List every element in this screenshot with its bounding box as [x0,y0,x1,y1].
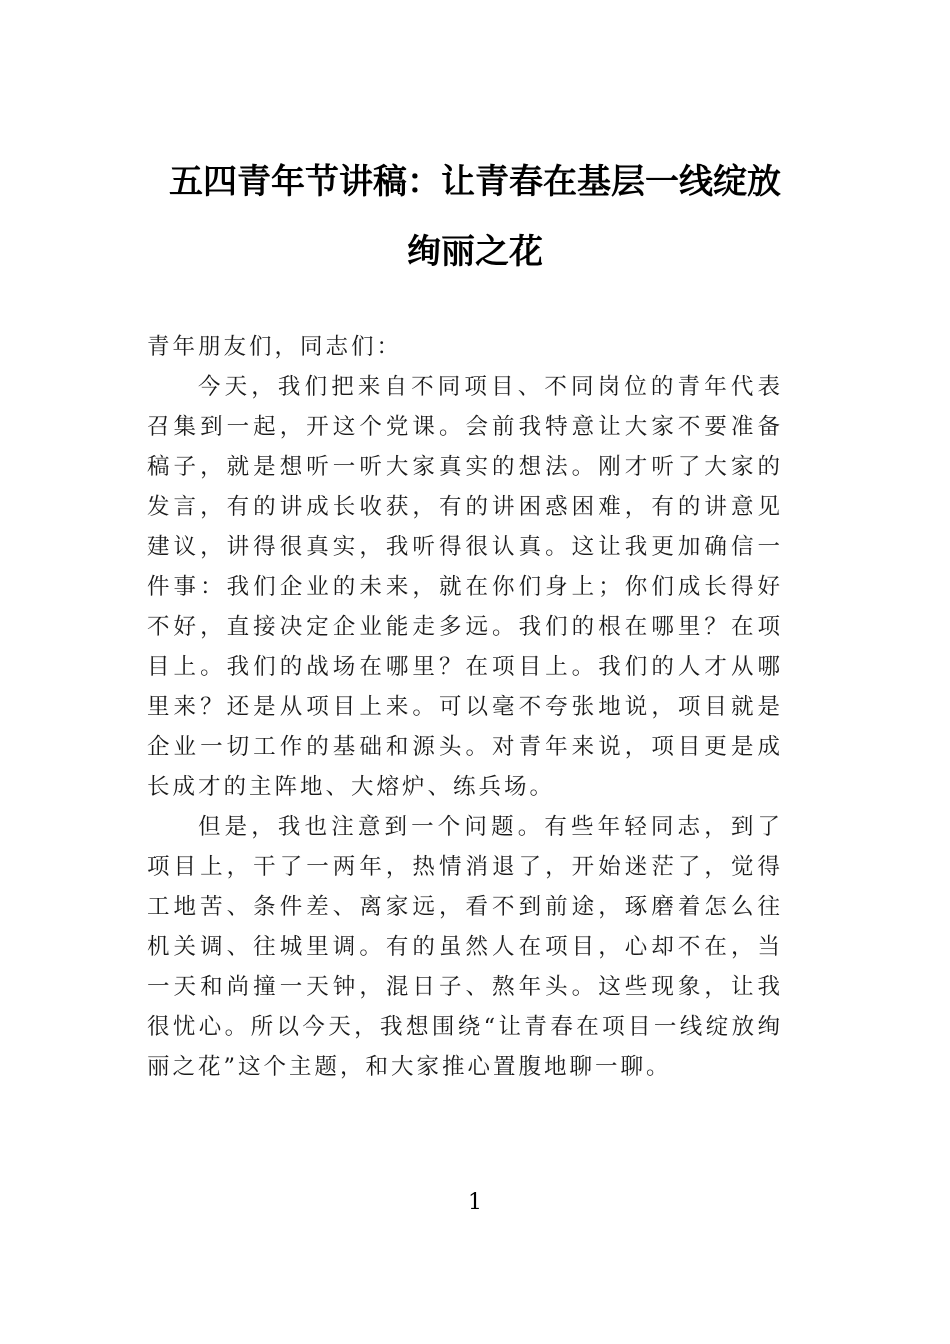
document-body [147,327,783,1087]
paragraph-2: 但是，我也注意到一个问题。有些年轻同志，到了项目上，干了一两年，热情消退了，开始迷茫了，觉得工地苦、条件差、离家远，看不到前途，琢磨着怎么往机关调、往城里调。有的虽然人在项目，心却不在，当一天和尚撞一天钟，混日子、熬年头。这些现象，让我很忧心。所以今天，我想围绕“让青春在项目一线绽放绚丽之花”这个主题，和大家推心置腹地聊一聊。 [147,814,783,1080]
paragraph-1: 今天，我们把来自不同项目、不同岗位的青年代表召集到一起，开这个党课。会前我特意让大家不要准备稿子，就是想听一听大家真实的想法。刚才听了大家的发言，有的讲成长收获，有的讲困惑困难，有的讲意见建议，讲得很真实，我听得很认真。这让我更加确信一件事：我们企业的未来，就在你们身上；你们成长得好不好，直接决定企业能走多远。我们的根在哪里？在项目上。我们的战场在哪里？在项目上。我们的人才从哪里来？还是从项目上来。可以毫不夸张地说，项目就是企业一切工作的基础和源头。对青年来说，项目更是成长成才的主阵地、大熔炉、练兵场。 [147,374,783,800]
document-title-line-1: 五四青年节讲稿：让青春在基层一线绽放 [169,162,781,202]
document-title-line-2: 绚丽之花 [407,232,543,272]
salutation: 青年朋友们，同志们： [147,334,403,360]
page-number: 1 [468,1190,482,1215]
